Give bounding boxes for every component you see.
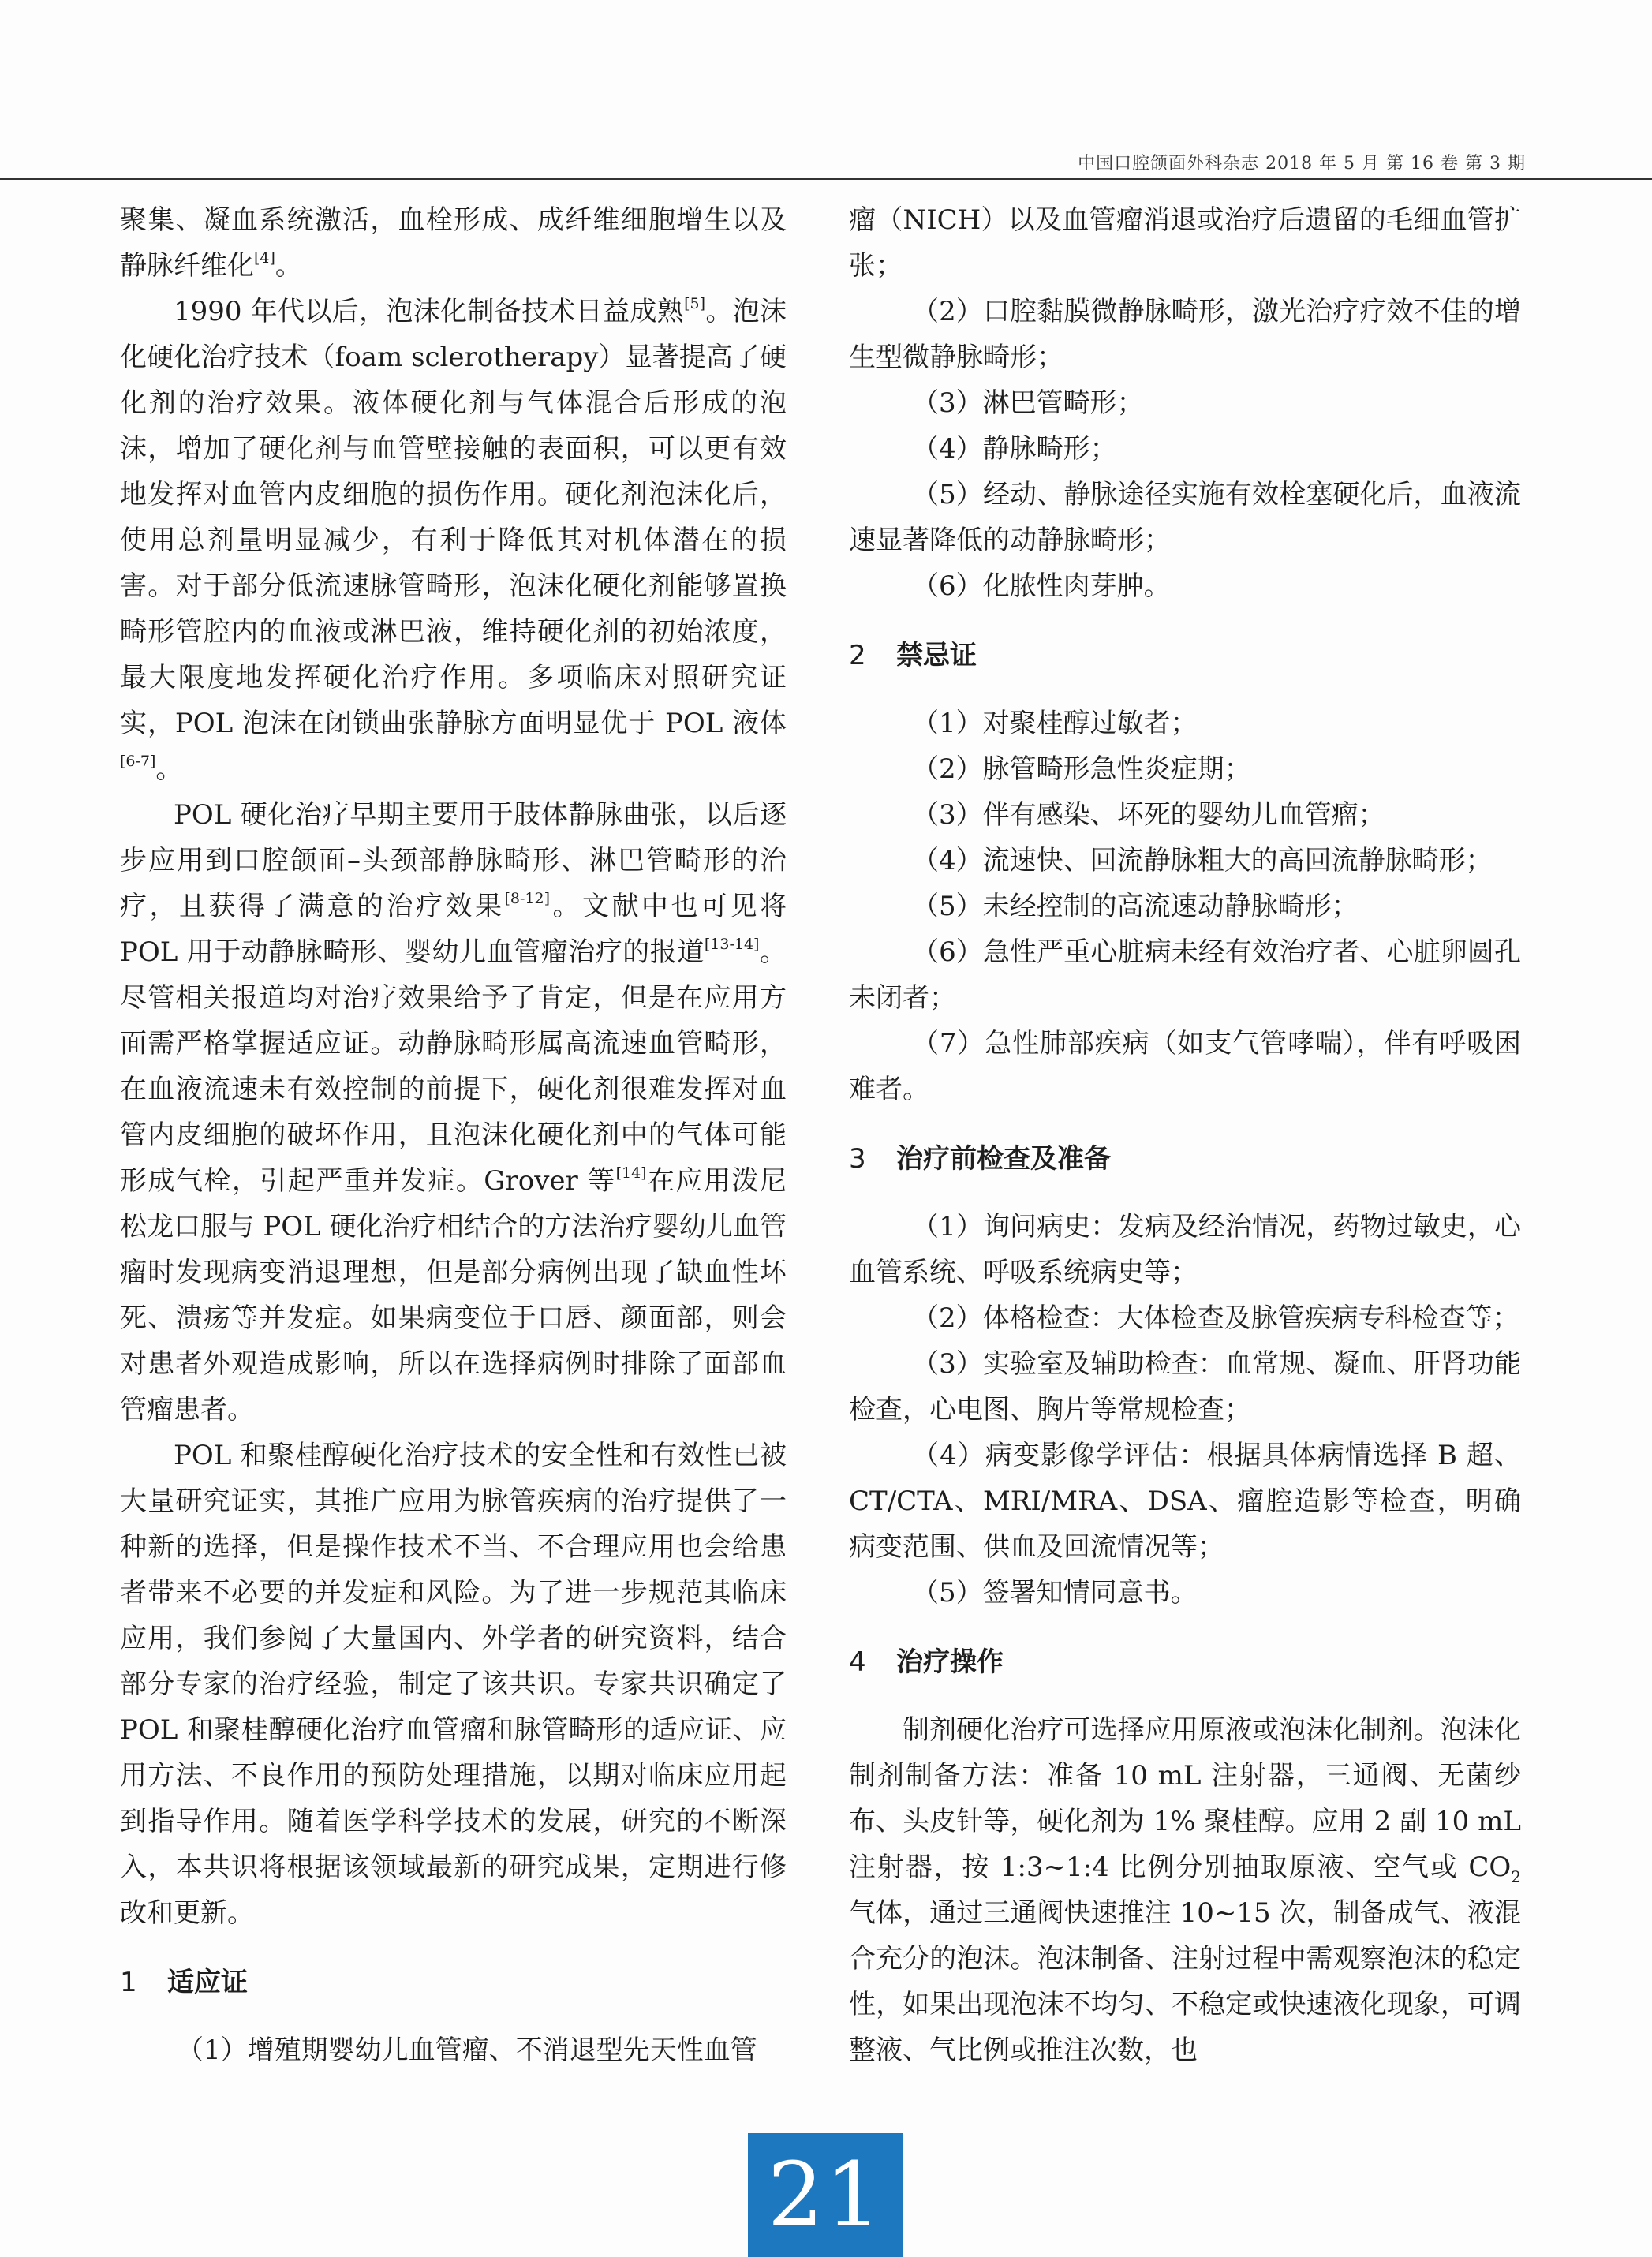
list-item: （7）急性肺部疾病（如支气管哮喘），伴有呼吸困难者。 xyxy=(849,1028,1521,1105)
citation: [8-12] xyxy=(504,890,551,907)
list-item: （2）脉管畸形急性炎症期； xyxy=(912,753,1251,785)
subscript: 2 xyxy=(1511,1867,1521,1886)
list-item: （4）流速快、回流静脉粗大的高回流静脉畸形； xyxy=(912,845,1493,876)
paragraph: POL 和聚桂醇硬化治疗技术的安全性和有效性已被大量研究证实，其推广应用为脉管疾病的治疗提供了一种新的选择，但是操作技术不当、不合理应用也会给患者带来不必要的并发症和风险。为了进一步规范其临床应用，我们参阅了大量国内、外学者的研究资料，结合部分专家的治疗经验，制定了该共识。专家共识确定了 POL 和聚桂醇硬化治疗血管瘤和脉管畸形的适应证、应用方法、不良作用的预防处理措施，以期对临床应用起到指导作用。随着医学科学技术的发展，研究的不断深入，本共识将根据该领域最新的研究成果，定期进行修改和更新。 xyxy=(120,1440,787,1929)
list-item: （1）询问病史：发病及经治情况，药物过敏史，心血管系统、呼吸系统病史等； xyxy=(849,1211,1521,1288)
citation: [6-7] xyxy=(120,753,156,770)
page-number: 21 xyxy=(767,2143,884,2247)
list-item: （3）伴有感染、坏死的婴幼儿血管瘤； xyxy=(912,799,1385,831)
list-item: （4）静脉畸形； xyxy=(912,433,1117,465)
list-item: （6）急性严重心脏病未经有效治疗者、心脏卵圆孔未闭者； xyxy=(849,936,1521,1014)
list-item: （1）增殖期婴幼儿血管瘤、不消退型先天性血管 xyxy=(177,2035,757,2066)
list-item: （6）化脓性肉芽肿。 xyxy=(912,570,1171,602)
citation: [13-14] xyxy=(704,936,760,953)
list-item: （2）体格检查：大体检查及脉管疾病专科检查等； xyxy=(912,1302,1519,1334)
paragraph: 1990 年代以后，泡沫化制备技术日益成熟[5]。泡沫化硬化治疗技术（foam sclerotherapy）显著提高了硬化剂的治疗效果。液体硬化剂与气体混合后形成的泡沫，增加了硬化剂与血管壁接触的表面积，可以更有效地发挥对血管内皮细胞的损伤作用。硬化剂泡沫化后，使用总剂量明显减少，有利于降低其对机体潜在的损害。对于部分低流速脉管畸形，泡沫化硬化剂能够置换畸形管腔内的血液或淋巴液，维持硬化剂的初始浓度，最大限度地发挥硬化治疗作用。多项临床对照研究证实，POL 泡沫在闭锁曲张静脉方面明显优于 POL 液体[6-7]。 xyxy=(120,295,787,785)
list-item: （2）口腔黏膜微静脉畸形，激光治疗疗效不佳的增生型微静脉畸形； xyxy=(849,296,1521,373)
header-rule xyxy=(0,178,1652,180)
paragraph: POL 硬化治疗早期主要用于肢体静脉曲张，以后逐步应用到口腔颌面–头颈部静脉畸形、淋巴管畸形的治疗，且获得了满意的治疗效果[8-12]。文献中也可见将 POL 用于动静脉畸形、婴幼儿血管瘤治疗的报道[13-14]。尽管相关报道均对治疗效果给予了肯定，但是在应用方面需严格掌握适应证。动静脉畸形属高流速血管畸形，在血液流速未有效控制的前提下，硬化剂很难发挥对血管内皮细胞的破坏作用，且泡沫化硬化剂中的气体可能形成气栓，引起严重并发症。Grover 等[14]在应用泼尼松龙口服与 POL 硬化治疗相结合的方法治疗婴幼儿血管瘤时发现病变消退理想，但是部分病例出现了缺血性坏死、溃疡等并发症。如果病变位于口唇、颜面部，则会对患者外观造成影响，所以在选择病例时排除了面部血管瘤患者。 xyxy=(120,799,787,1426)
list-item: （1）对聚桂醇过敏者； xyxy=(912,708,1198,739)
section-heading: 2 禁忌证 xyxy=(849,640,977,671)
journal-header: 中国口腔颌面外科杂志 2018 年 5 月 第 16 卷 第 3 期 xyxy=(1078,154,1526,174)
page-number-box xyxy=(748,2133,903,2257)
list-item: （3）淋巴管畸形； xyxy=(912,387,1144,419)
citation: [14] xyxy=(615,1164,647,1182)
paragraph: 制剂硬化治疗可选择应用原液或泡沫化制剂。泡沫化制剂制备方法：准备 10 mL 注射器，三通阀、无菌纱布、头皮针等，硬化剂为 1% 聚桂醇。应用 2 副 10 mL 注射器，按 1:3~1:4 比例分别抽取原液、空气或 $CO_2$ 气体，通过三通阀快速推注 10~15 次，制备成气、液混合充分的泡沫。泡沫制备、注射过程中需观察泡沫的稳定性，如果出现泡沫不均匀、不稳定或快速液化现象，可调整液、气比例或推注次数，也 xyxy=(849,1714,1521,2066)
list-item: （5）未经控制的高流速动静脉畸形； xyxy=(912,891,1359,922)
list-item: （3）实验室及辅助检查：血常规、凝血、肝肾功能检查，心电图、胸片等常规检查； xyxy=(849,1348,1521,1426)
left-column xyxy=(120,197,787,2073)
list-item: （4）病变影像学评估：根据具体病情选择 B 超、CT/CTA、MRI/MRA、DSA、瘤腔造影等检查，明确病变范围、供血及回流情况等； xyxy=(849,1440,1521,1563)
citation: [5] xyxy=(684,295,705,312)
citation: [4] xyxy=(254,249,275,267)
section-heading: 3 治疗前检查及准备 xyxy=(849,1143,1111,1175)
list-item-continuation: 瘤（NICH）以及血管瘤消退或治疗后遗留的毛细血管扩张； xyxy=(849,204,1521,282)
right-column xyxy=(849,197,1521,2073)
section-heading: 1 适应证 xyxy=(120,1967,248,1998)
list-item: （5）经动、静脉途径实施有效栓塞硬化后，血液流速显著降低的动静脉畸形； xyxy=(849,479,1521,556)
list-item: （5）签署知情同意书。 xyxy=(912,1577,1198,1609)
section-heading: 4 治疗操作 xyxy=(849,1646,1004,1678)
paragraph: 聚集、凝血系统激活，血栓形成、成纤维细胞增生以及静脉纤维化[4]。 xyxy=(120,204,787,282)
